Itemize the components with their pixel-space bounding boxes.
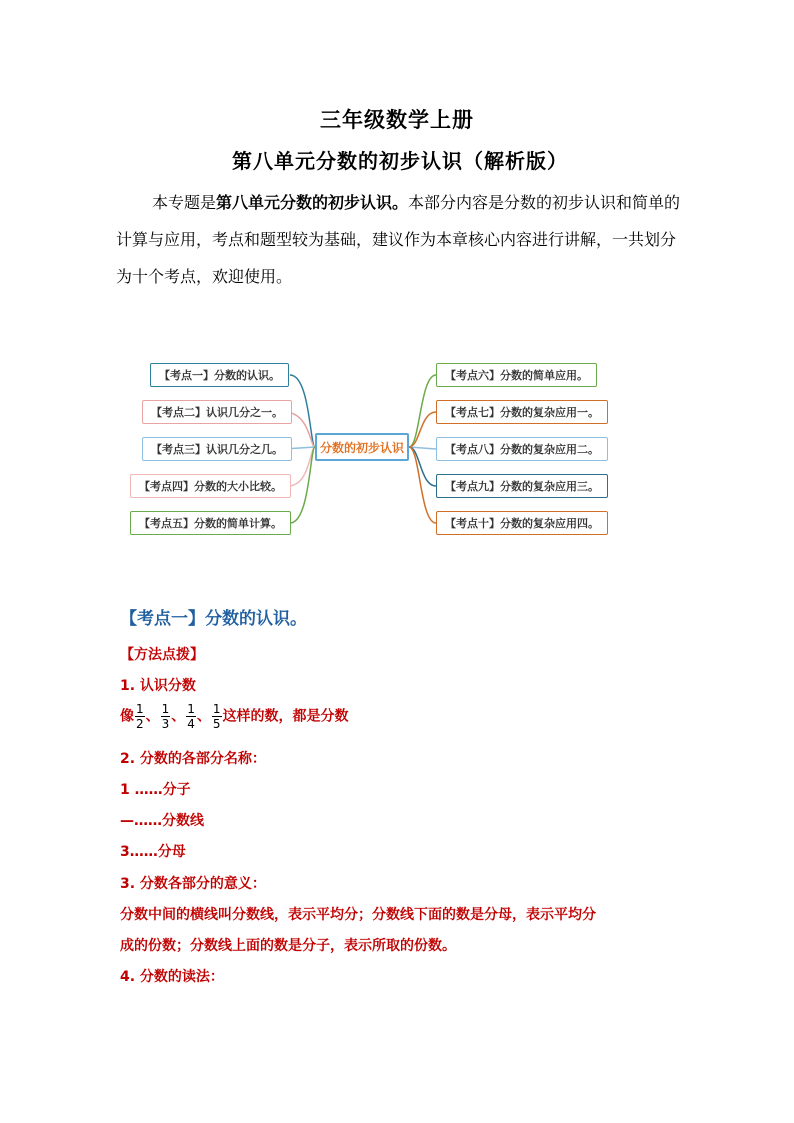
fraction-examples: 像 $\frac{1}{2}$ 、 $\frac{1}{3}$ 、 $\frac{1}{4}$ 、 $\frac{1}{5}$ 这样的数，都是分数 xyxy=(120,702,349,731)
method-label: 【方法点拨】 xyxy=(120,647,204,663)
intro-highlight: 第八单元分数的初步认识。 xyxy=(216,193,409,212)
document-title: 三年级数学上册 xyxy=(320,108,474,132)
item2-title: 2. 分数的各部分名称： xyxy=(120,751,266,767)
mindmap-center-node: 分数的初步认识 xyxy=(315,433,409,461)
mindmap-node-left-2: 【考点二】认识几分之一。 xyxy=(142,400,292,424)
item1-prefix: 像 xyxy=(120,708,134,725)
section-title: 【考点一】分数的认识。 xyxy=(120,609,307,629)
mindmap xyxy=(120,355,620,545)
part-numerator: 1 ……分子 xyxy=(120,782,191,798)
item1-title: 1. 认识分数 xyxy=(120,678,196,694)
mindmap-node-right-1: 【考点六】分数的简单应用。 xyxy=(436,363,597,387)
intro-prefix: 本专题是 xyxy=(152,193,217,212)
document-subtitle: 第八单元分数的初步认识（解析版） xyxy=(232,149,568,173)
item3-line1: 分数中间的横线叫分数线，表示平均分；分数线下面的数是分母，表示平均分 xyxy=(120,907,596,923)
item3-title: 3. 分数各部分的意义： xyxy=(120,876,266,892)
mindmap-node-right-4: 【考点九】分数的复杂应用三。 xyxy=(436,474,608,498)
mindmap-node-right-3: 【考点八】分数的复杂应用二。 xyxy=(436,437,608,461)
fraction-3: $\frac{1}{4}$ xyxy=(187,702,195,731)
item4-title: 4. 分数的读法： xyxy=(120,969,224,985)
mindmap-node-left-3: 【考点三】认识几分之几。 xyxy=(142,437,292,461)
item3-line2: 成的份数；分数线上面的数是分子，表示所取的份数。 xyxy=(120,938,456,954)
intro-paragraph xyxy=(116,184,686,295)
mindmap-node-left-1: 【考点一】分数的认识。 xyxy=(150,363,289,387)
mindmap-node-right-2: 【考点七】分数的复杂应用一。 xyxy=(436,400,608,424)
intro-rest: 本部分内容是分数的初步认识和简单的计算与应用，考点和题型较为基础，建议作为本章核心内容进行讲解，一共划分为十个考点，欢迎使用。 xyxy=(116,193,681,286)
mindmap-node-left-4: 【考点四】分数的大小比较。 xyxy=(130,474,291,498)
part-fraction-line: —……分数线 xyxy=(120,813,204,829)
fraction-2: $\frac{1}{3}$ xyxy=(161,702,170,731)
part-denominator: 3……分母 xyxy=(120,844,186,860)
fraction-1: $\frac{1}{2}$ xyxy=(136,702,144,731)
fraction-4: $\frac{1}{5}$ xyxy=(212,702,221,731)
mindmap-node-right-5: 【考点十】分数的复杂应用四。 xyxy=(436,511,608,535)
item1-suffix: 这样的数，都是分数 xyxy=(222,708,349,725)
mindmap-node-left-5: 【考点五】分数的简单计算。 xyxy=(130,511,291,535)
